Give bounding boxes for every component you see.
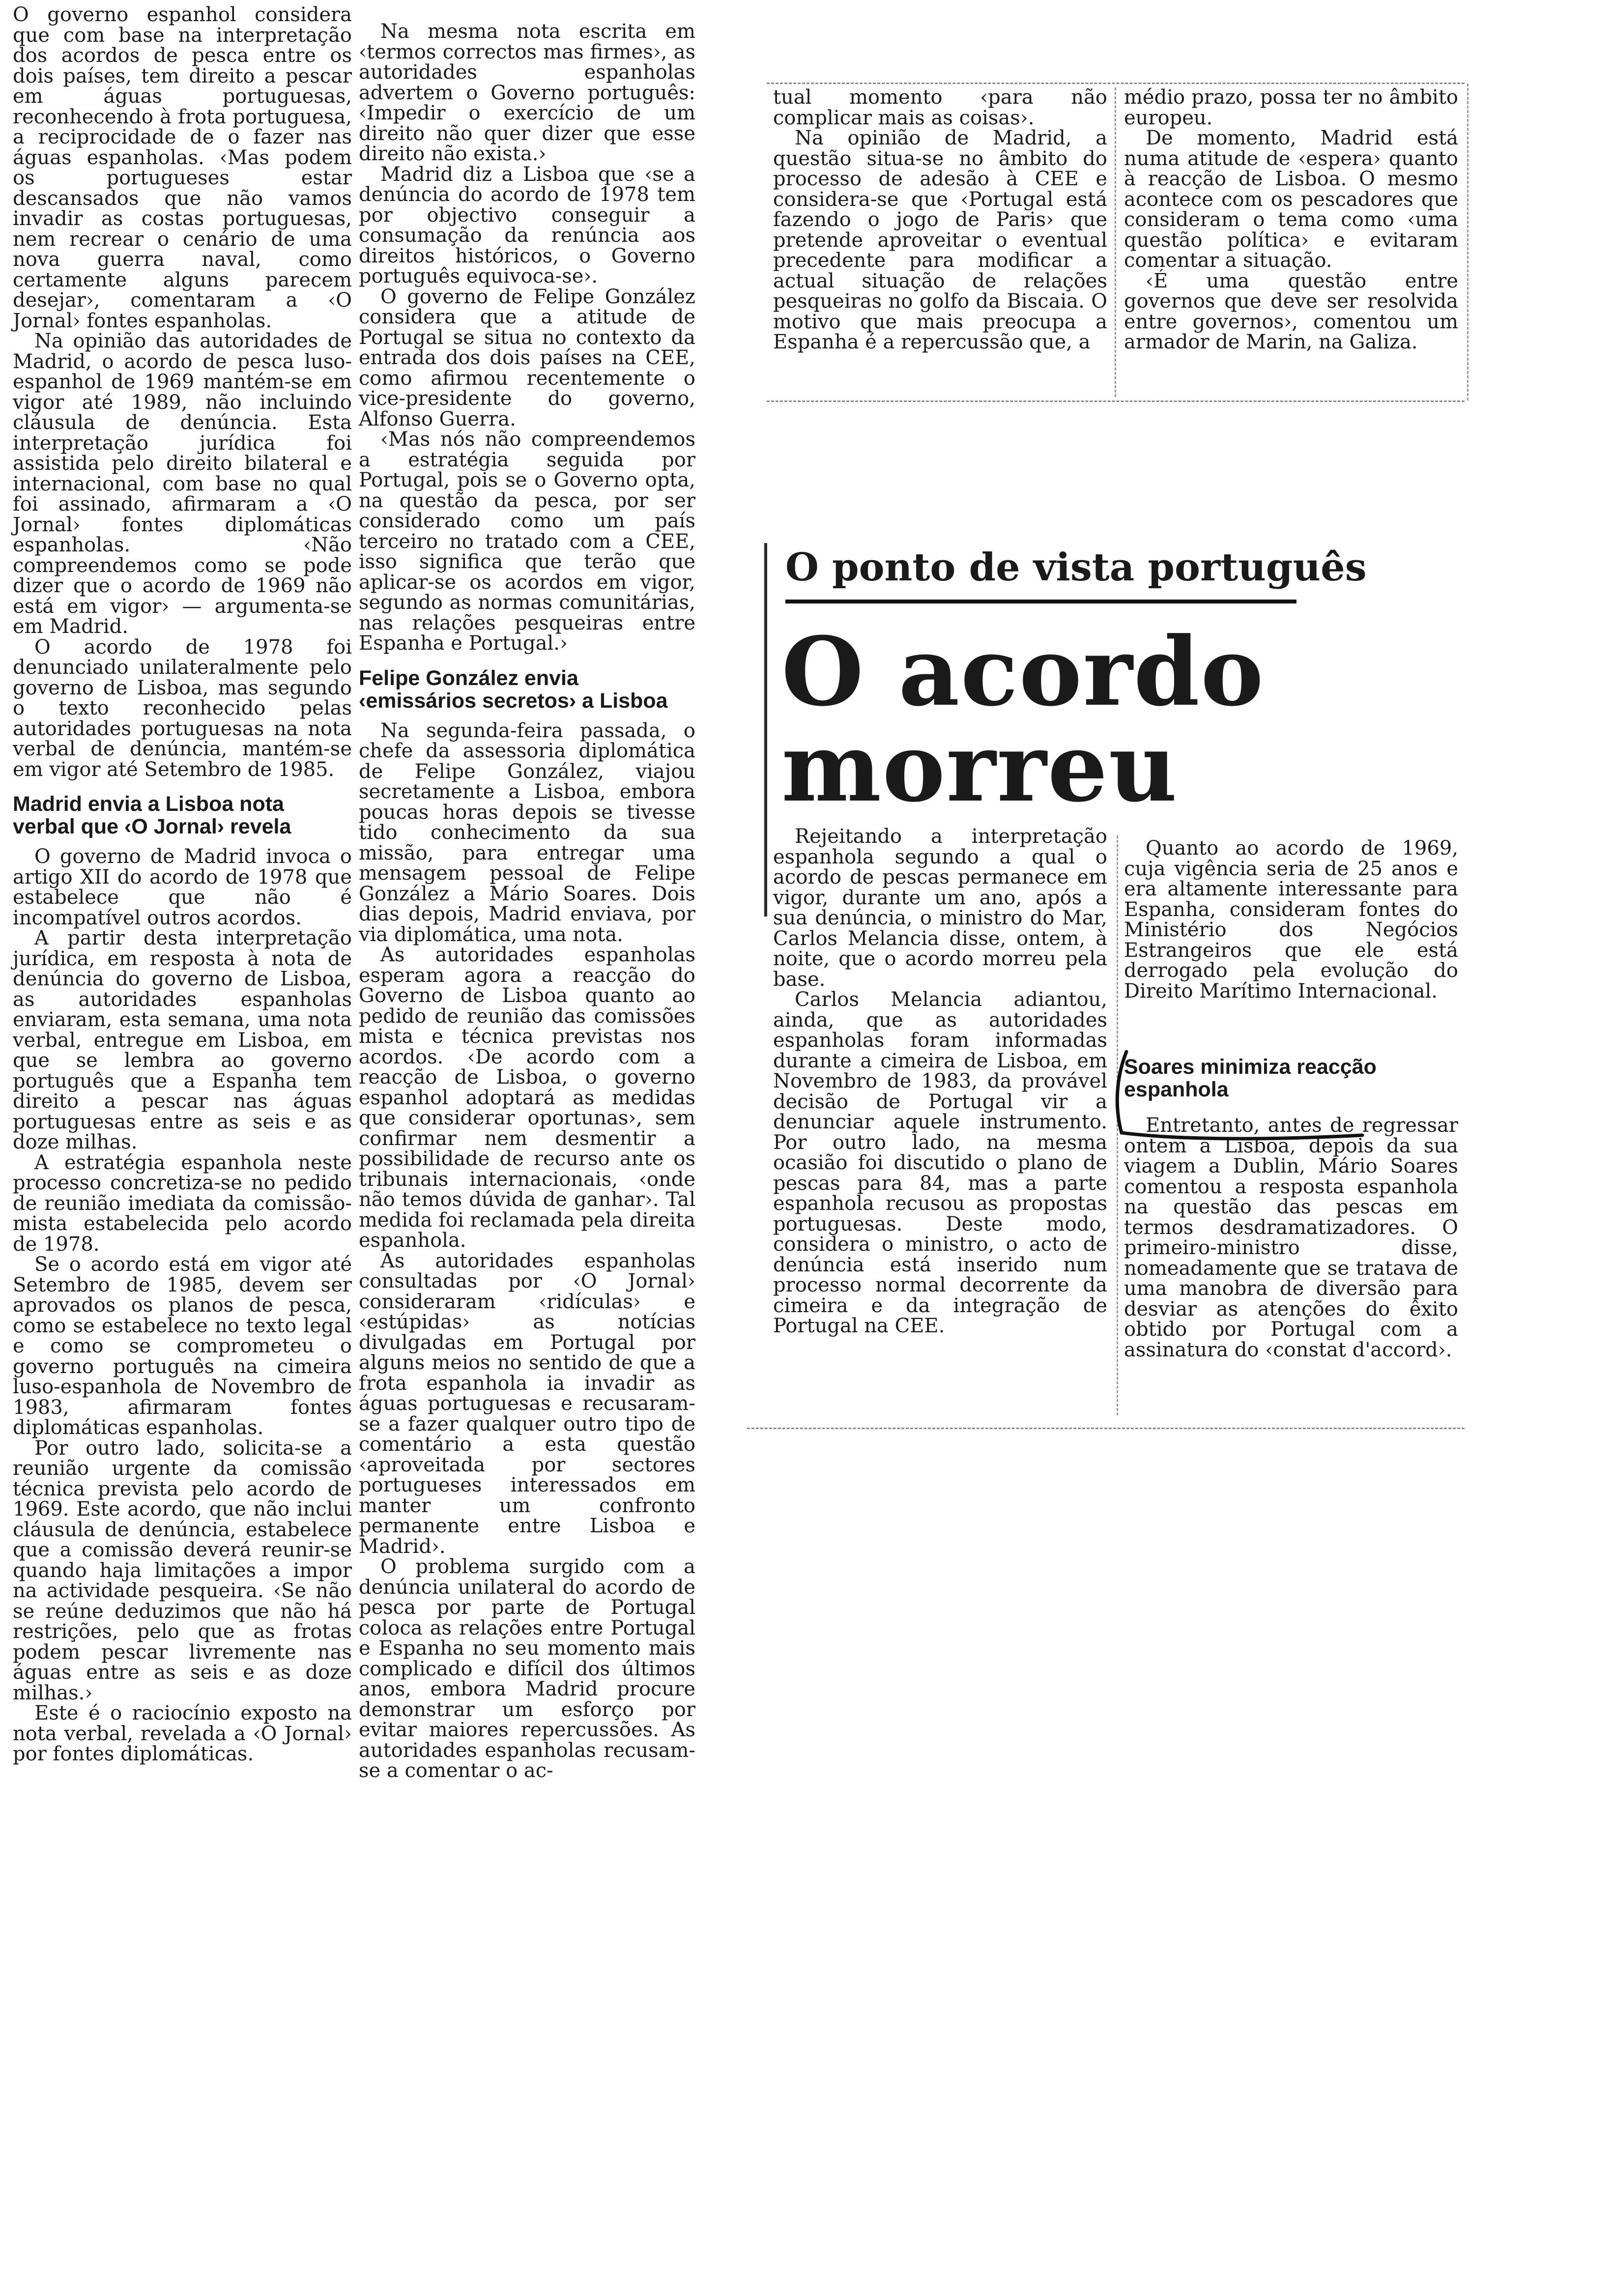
paragraph: O governo espanhol considera que com base na interpretação dos acordos de pesca entre os dois países, tem direito a pescar em águas portuguesas, reconhecendo à frota portuguesa, a reciprocidade de o fazer nas águas espanholas. ‹Mas podem os portugueses estar descansados que não vamos invadir as costas portuguesas, nem recrear o cenário de uma nova guerra naval, como certamente alguns parecem desejar›, comentaram a ‹O Jornal› fontes espanholas. xyxy=(13,3,352,332)
sidebar-kicker: O ponto de vista português xyxy=(785,545,1367,590)
section-subhead: Soares minimiza reacção espanhola xyxy=(1124,1055,1377,1101)
paragraph: O governo de Madrid invoca o artigo XII do acordo de 1978 que estabelece que não é incompatível outros acordos. xyxy=(13,845,352,929)
section-subhead: Madrid envia a Lisboa nota verbal que ‹O Jornal› revela xyxy=(13,792,291,838)
sidebar-headline xyxy=(781,617,1469,823)
paragraph: tual momento ‹para não complicar mais as coisas›. xyxy=(773,86,1107,129)
paragraph: Carlos Melancia adiantou, ainda, que as autoridades espanholas foram informadas durante a cimeira de Lisboa, em Novembro de 1983, da provável decisão de Portugal vir a denunciar aquele instrumento. Por outro lado, na mesma ocasião foi discutido o plano de pescas para 84, mas a parte espanhola recusou as propostas portuguesas. Deste modo, considera o ministro, o acto de denúncia está inserido num processo normal decorrente da cimeira e da integração de Portugal na CEE. xyxy=(773,988,1107,1337)
paragraph: Na opinião das autoridades de Madrid, o acordo de pesca luso-espanhol de 1969 mantém-se em vigor até 1989, não incluindo cláusula de denúncia. Esta interpretação jurídica foi assistida pelo direito bilateral e internacional, com base no qual foi assinado, afirmaram a ‹O Jornal› fontes diplomáticas espanholas. ‹Não compreendemos como se pode dizer que o acordo de 1969 não está em vigor› — argumenta-se em Madrid. xyxy=(13,330,352,638)
paragraph: Se o acordo está em vigor até Setembro de 1985, devem ser aprovados os planos de pesca, como se estabelece no texto legal e como se comprometeu o governo português na cimeira luso-espanhola de Novembro de 1983, afirmaram fontes diplomáticas espanholas. xyxy=(13,1253,352,1439)
paragraph: Este é o raciocínio exposto na nota verbal, revelada a ‹O Jornal› por fontes diplomáticas. xyxy=(13,1702,352,1765)
paragraph: ‹Mas nós não compreendemos a estratégia seguida por Portugal, pois se o Governo opta, na questão da pesca, por ser considerado como um país terceiro no tratado com a CEE, isso significa que terão que aplicar-se os acordos em vigor, segundo as normas comunitárias, nas relações pesqueiras entre Espanha e Portugal.› xyxy=(359,428,695,655)
paragraph: O governo de Felipe González considera que a atitude de Portugal se situa no contexto da entrada dos dois países na CEE, como afirmou recentemente o vice-presidente do governo, Alfonso Guerra. xyxy=(359,285,695,430)
paragraph: Na mesma nota escrita em ‹termos correctos mas firmes›, as autoridades espanholas advertem o Governo português: ‹Impedir o exercício de um direito não quer dizer que esse direito não exista.› xyxy=(359,20,695,165)
paragraph: O problema surgido com a denúncia unilateral do acordo de pesca por parte de Portugal coloca as relações entre Portugal e Espanha no seu momento mais complicado e difícil dos últimos anos, embora Madrid procure demonstrar um esforço por evitar maiores repercussões. As autoridades espanholas recusam-se a comentar o ac- xyxy=(359,1555,695,1782)
sidebar-rule xyxy=(764,543,767,917)
clipping-edge-top xyxy=(767,83,1465,84)
paragraph: Madrid diz a Lisboa que ‹se a denúncia do acordo de 1978 tem por objectivo conseguir a consumação da renúncia aos direitos históricos, o Governo português equivoca-se›. xyxy=(359,163,695,287)
clipping-edge-right xyxy=(1467,84,1468,401)
sidebar-column-1 xyxy=(773,827,1107,1337)
handwritten-mark xyxy=(1107,1047,1382,1170)
paragraph: Entretanto, antes de regressar ontem a Lisboa, depois da sua viagem a Dublin, Mário Soares comentou a resposta espanhola na questão das pescas em termos desdramatizadores. O primeiro-ministro disse, nomeadamente que se tratava de uma manobra de diversão para desviar as atenções do êxito obtido por Portugal com a assinatura do ‹constat d'accord›. xyxy=(1124,1114,1458,1361)
article-column-2 xyxy=(359,22,695,1781)
paragraph: Rejeitando a interpretação espanhola segundo a qual o acordo de pescas permanece em vigor, durante um ano, após a sua denúncia, o ministro do Mar, Carlos Melancia disse, ontem, à noite, que o acordo morreu pela base. xyxy=(773,825,1107,991)
clipping-edge-bottom xyxy=(747,1428,1465,1429)
headline-line-2: morreu xyxy=(781,713,1179,823)
column-divider xyxy=(1115,87,1116,397)
paragraph: ‹É uma questão entre governos que deve ser resolvida entre governos›, comentou um armador de Marin, na Galiza. xyxy=(1124,269,1458,353)
paragraph: As autoridades espanholas esperam agora a reacção do Governo de Lisboa quanto ao pedido de reunião das comissões mista e técnica previstas nos acordos. ‹De acordo com a reacção de Lisboa, o governo espanhol adoptará as medidas que considerar oportunas›, sem confirmar nem desmentir a possibilidade de recurso ante os tribunais internacionais, ‹onde não temos dúvida de ganhar›. Tal medida foi reclamada pela direita espanhola. xyxy=(359,944,695,1252)
article-column-1 xyxy=(13,5,352,1765)
paragraph: Na segunda-feira passada, o chefe da assessoria diplomática de Felipe González, viajou secretamente a Lisboa, embora poucas horas depois se tivesse tido conhecimento da sua missão, para entregar uma mensagem pessoal de Felipe González a Mário Soares. Dois dias depois, Madrid enviava, por via diplomática, uma nota. xyxy=(359,719,695,946)
paragraph: A estratégia espanhola neste processo concretiza-se no pedido de reunião imediata da comissão-mista estabelecida pelo acordo de 1978. xyxy=(13,1151,352,1256)
paragraph: Na opinião de Madrid, a questão situa-se no âmbito do processo de adesão à CEE e considera-se que ‹Portugal está fazendo o jogo de Paris› que pretende aproveitar o eventual precedente para modificar a actual situação de relações pesqueiras no golfo da Biscaia. O motivo que mais preocupa a Espanha é a repercussão que, a xyxy=(773,127,1107,353)
article-column-4 xyxy=(1124,87,1458,353)
paragraph: Quanto ao acordo de 1969, cuja vigência seria de 25 anos e era altamente interessante para Espanha, consideram fontes do Ministério dos Negócios Estrangeiros que ele está derrogado pela evolução do Direito Marítimo Internacional. xyxy=(1124,837,1458,1003)
clipping-edge-bottom xyxy=(767,401,1465,402)
paragraph: O acordo de 1978 foi denunciado unilateralmente pelo governo de Lisboa, mas segundo o texto reconhecido pelas autoridades portuguesas na nota verbal de denúncia, mantém-se em vigor até Setembro de 1985. xyxy=(13,635,352,781)
headline-line-1: O acordo xyxy=(781,617,1265,727)
paragraph: As autoridades espanholas consultadas por ‹O Jornal› consideraram ‹ridículas› e ‹estúpidas› as notícias divulgadas em Portugal por alguns meios no sentido de que a frota espanhola ia invadir as águas portuguesas e recusaram-se a fazer qualquer outro tipo de comentário a esta questão ‹aproveitada por sectores portugueses interessados em manter um confronto permanente entre Lisboa e Madrid›. xyxy=(359,1249,695,1558)
kicker-underline xyxy=(785,600,1296,603)
paragraph: A partir desta interpretação jurídica, em resposta à nota de denúncia do governo de Lisboa, as autoridades espanholas enviaram, esta semana, uma nota verbal, entregue em Lisboa, em que se lembra ao governo português que a Espanha tem direito a pescar nas águas portuguesas entre as seis e as doze milhas. xyxy=(13,927,352,1153)
paragraph: De momento, Madrid está numa atitude de ‹espera› quanto à reacção de Lisboa. O mesmo acontece com os pescadores que consideram o tema como ‹uma questão política› e evitaram comentar a situação. xyxy=(1124,127,1458,272)
paragraph: médio prazo, possa ter no âmbito europeu. xyxy=(1124,86,1458,129)
article-column-3 xyxy=(773,87,1107,353)
paragraph: Por outro lado, solicita-se a reunião urgente da comissão técnica prevista pelo acordo de 1969. Este acordo, que não inclui cláusula de denúncia, estabelece que a comissão deverá reunir-se quando haja limitações a impor na actividade pesqueira. ‹Se não se reúne deduzimos que não há restrições, pelo que as frotas podem pescar livremente nas águas entre as seis e as doze milhas.› xyxy=(13,1436,352,1704)
section-subhead: Felipe González envia ‹emissários secretos› a Lisboa xyxy=(359,666,668,713)
